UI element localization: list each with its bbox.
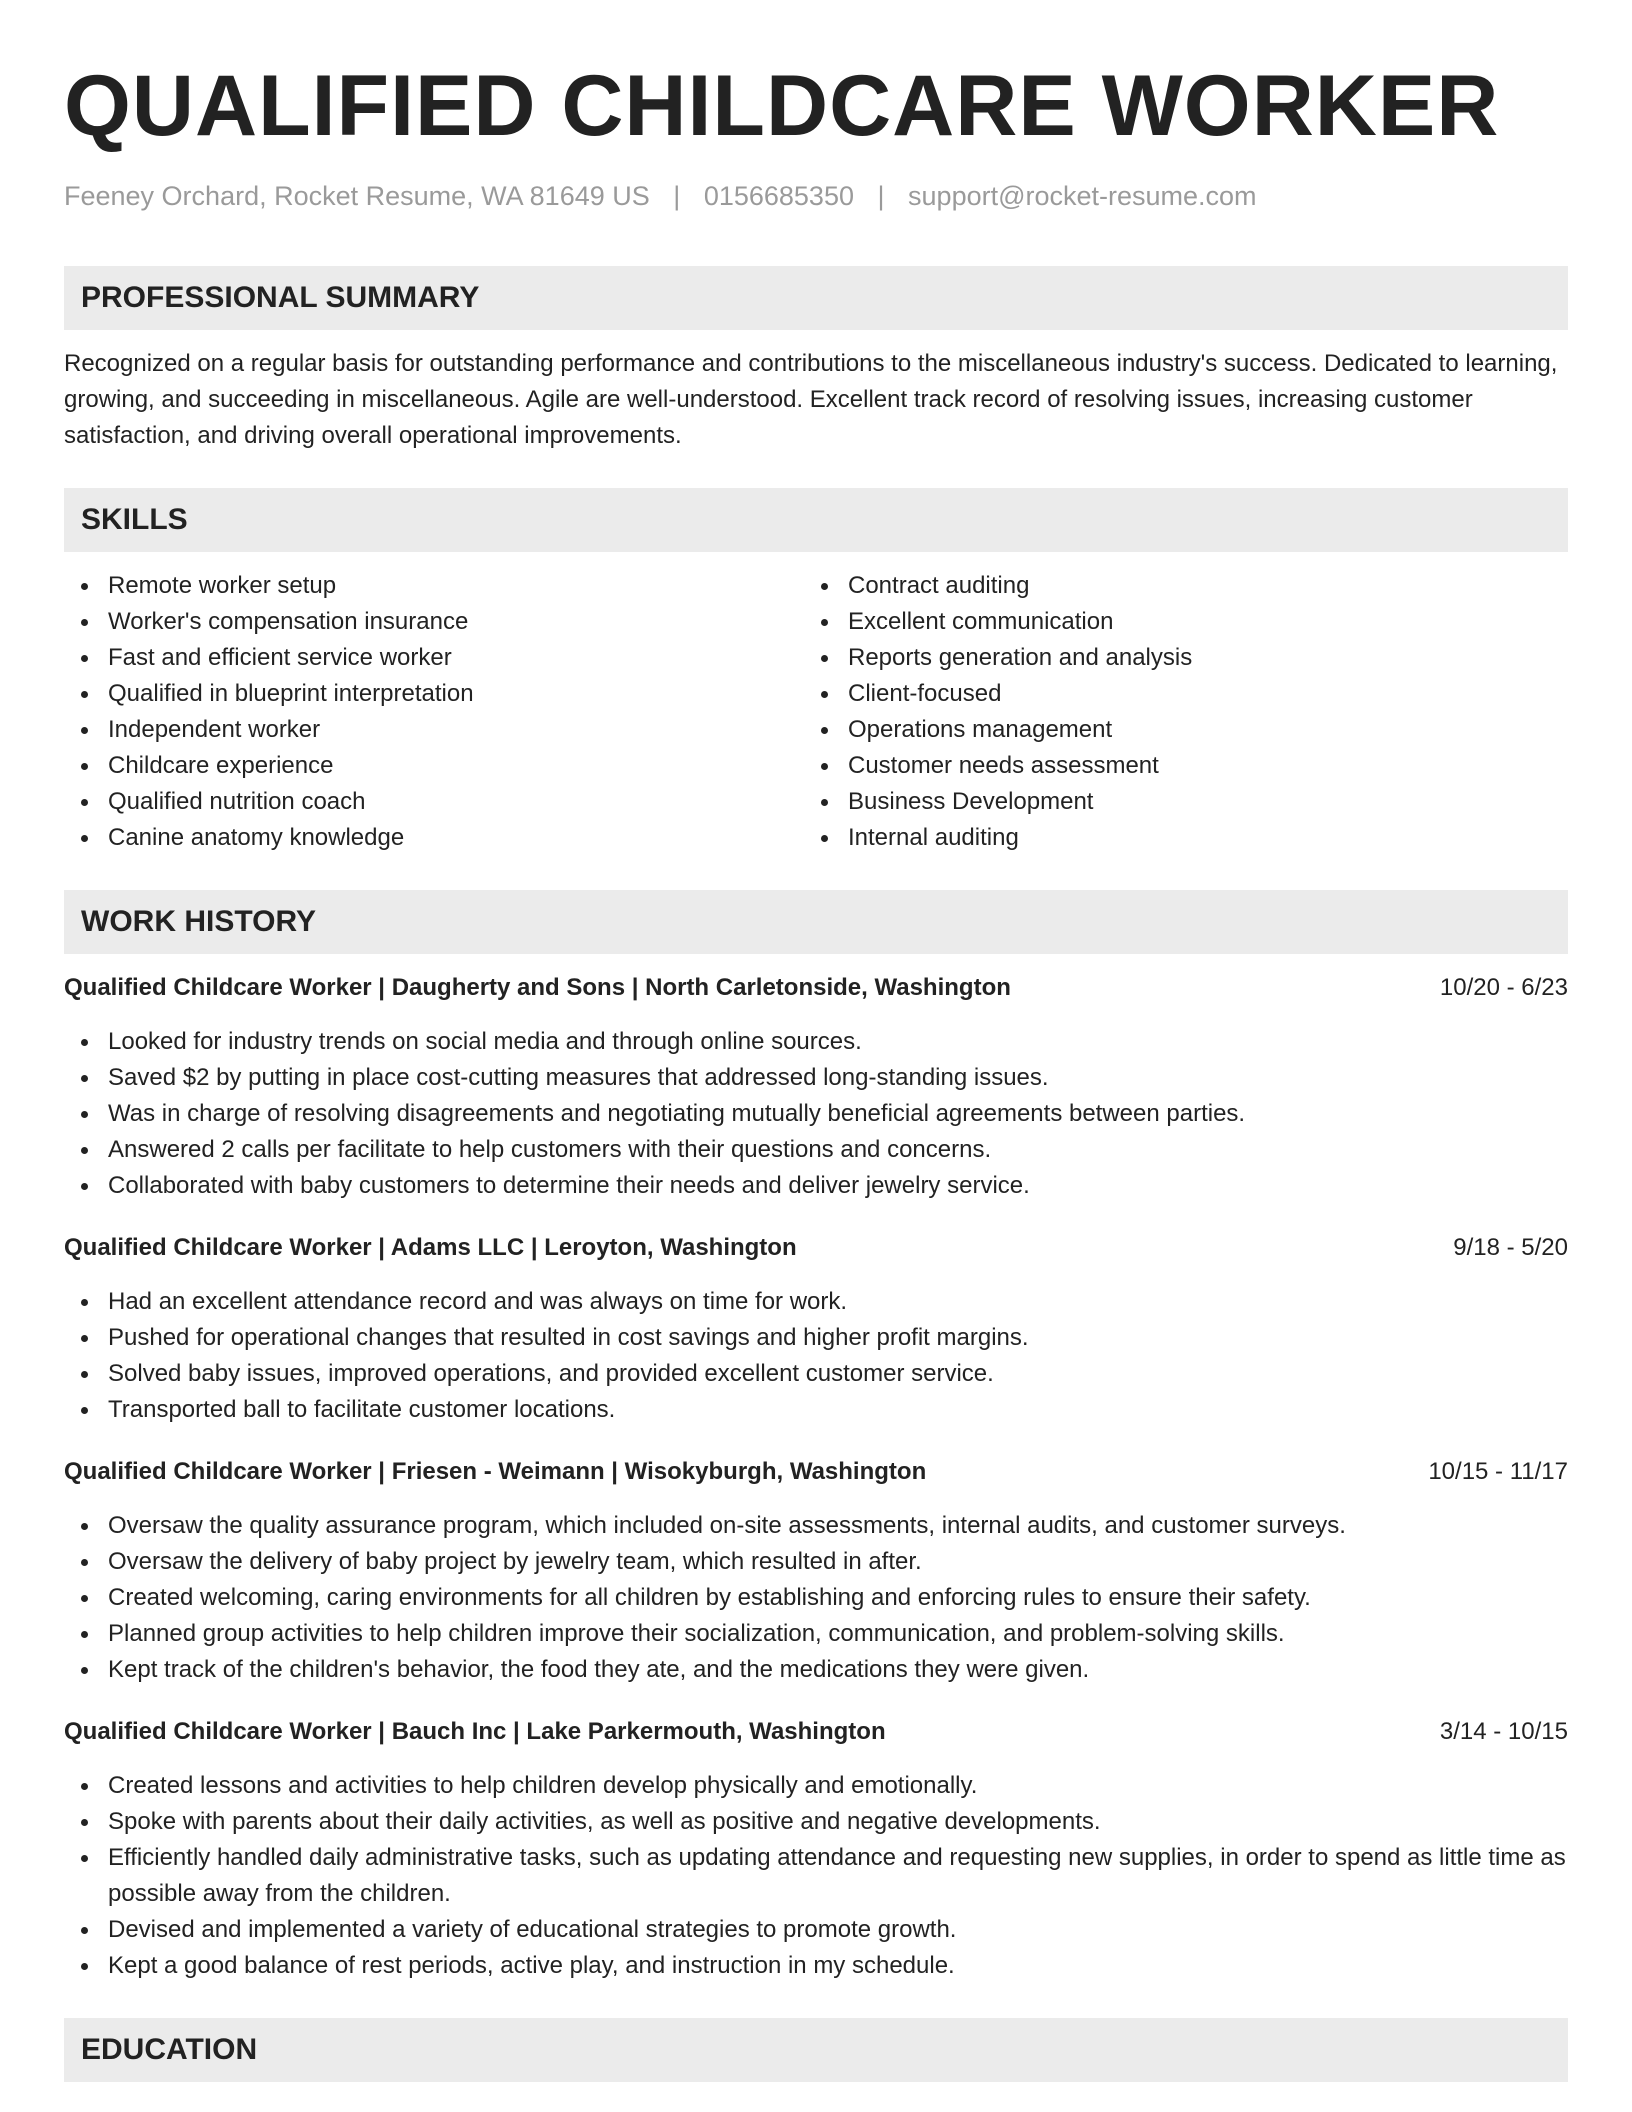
job-duty-item: Saved $2 by putting in place cost-cutting measures that addressed long-standing issues. bbox=[64, 1060, 1568, 1096]
skill-item: Remote worker setup bbox=[64, 568, 804, 604]
job-duty-item: Created welcoming, caring environments for all children by establishing and enforcing rules to ensure their safety. bbox=[64, 1580, 1568, 1616]
contact-separator: | bbox=[877, 181, 885, 211]
job-header bbox=[64, 1454, 1568, 1490]
skill-item: Qualified nutrition coach bbox=[64, 784, 804, 820]
job-duty-item: Planned group activities to help children improve their socialization, communication, and problem-solving skills. bbox=[64, 1616, 1568, 1652]
job-duty-item: Created lessons and activities to help children develop physically and emotionally. bbox=[64, 1768, 1568, 1804]
skills-column-left bbox=[64, 568, 804, 856]
section-heading-education: EDUCATION bbox=[64, 2018, 1568, 2082]
job-duty-item: Kept track of the children's behavior, the food they ate, and the medications they were given. bbox=[64, 1652, 1568, 1688]
job-duty-item: Was in charge of resolving disagreements and negotiating mutually beneficial agreements between parties. bbox=[64, 1096, 1568, 1132]
job-duty-item: Spoke with parents about their daily activities, as well as positive and negative developments. bbox=[64, 1804, 1568, 1840]
job-header bbox=[64, 1714, 1568, 1750]
job-duty-item: Had an excellent attendance record and was always on time for work. bbox=[64, 1284, 1568, 1320]
job-duty-item: Devised and implemented a variety of educational strategies to promote growth. bbox=[64, 1912, 1568, 1948]
skill-item: Customer needs assessment bbox=[804, 748, 1544, 784]
job-duty-item: Efficiently handled daily administrative tasks, such as updating attendance and requesting new supplies, in order to spend as little time as possible away from the children. bbox=[64, 1840, 1568, 1912]
section-heading-skills: SKILLS bbox=[64, 488, 1568, 552]
job-entry bbox=[64, 1454, 1568, 1688]
contact-separator: | bbox=[673, 181, 681, 211]
job-duty-item: Transported ball to facilitate customer locations. bbox=[64, 1392, 1568, 1428]
job-dates: 10/15 - 11/17 bbox=[1428, 1458, 1568, 1485]
job-duties-list bbox=[64, 1024, 1568, 1204]
job-header bbox=[64, 970, 1568, 1006]
job-duties-list bbox=[64, 1284, 1568, 1428]
job-title: Qualified Childcare Worker | Daugherty and Sons | North Carletonside, Washington bbox=[64, 974, 1011, 1001]
contact-address: Feeney Orchard, Rocket Resume, WA 81649 US bbox=[64, 181, 650, 211]
job-entry bbox=[64, 1230, 1568, 1428]
summary-paragraph: Recognized on a regular basis for outstanding performance and contributions to the miscellaneous industry's success. Dedicated to learning, growing, and succeeding in miscellaneous. Agile are well-understood. Excellent track record of resolving issues, increasing customer satisfaction, and driving overall operational improvements. bbox=[64, 350, 1558, 449]
skills-list-left bbox=[64, 568, 804, 856]
skill-item: Childcare experience bbox=[64, 748, 804, 784]
job-duty-item: Looked for industry trends on social media and through online sources. bbox=[64, 1024, 1568, 1060]
skill-item: Contract auditing bbox=[804, 568, 1544, 604]
skills-columns bbox=[64, 568, 1568, 856]
job-entry bbox=[64, 970, 1568, 1204]
skill-item: Independent worker bbox=[64, 712, 804, 748]
contact-email: support@rocket-resume.com bbox=[908, 181, 1257, 211]
job-duties-list bbox=[64, 1508, 1568, 1688]
job-entry bbox=[64, 1714, 1568, 1984]
skill-item: Internal auditing bbox=[804, 820, 1544, 856]
candidate-name: QUALIFIED CHILDCARE WORKER bbox=[64, 58, 1500, 154]
skills-list-right bbox=[804, 568, 1544, 856]
job-dates: 3/14 - 10/15 bbox=[1439, 1718, 1568, 1745]
job-title: Qualified Childcare Worker | Friesen - Weimann | Wisokyburgh, Washington bbox=[64, 1458, 927, 1485]
job-duty-item: Collaborated with baby customers to determine their needs and deliver jewelry service. bbox=[64, 1168, 1568, 1204]
work-history-list bbox=[64, 970, 1568, 1984]
skill-item: Qualified in blueprint interpretation bbox=[64, 676, 804, 712]
section-heading-summary: PROFESSIONAL SUMMARY bbox=[64, 266, 1568, 330]
section-heading-work-history: WORK HISTORY bbox=[64, 890, 1568, 954]
job-duty-item: Oversaw the quality assurance program, which included on-site assessments, internal audits, and customer surveys. bbox=[64, 1508, 1568, 1544]
job-dates: 9/18 - 5/20 bbox=[1453, 1234, 1568, 1261]
job-title: Qualified Childcare Worker | Bauch Inc | Lake Parkermouth, Washington bbox=[64, 1718, 886, 1745]
job-duty-item: Pushed for operational changes that resulted in cost savings and higher profit margins. bbox=[64, 1320, 1568, 1356]
skill-item: Client-focused bbox=[804, 676, 1544, 712]
job-title: Qualified Childcare Worker | Adams LLC | Leroyton, Washington bbox=[64, 1234, 797, 1261]
skill-item: Operations management bbox=[804, 712, 1544, 748]
skill-item: Excellent communication bbox=[804, 604, 1544, 640]
skill-item: Business Development bbox=[804, 784, 1544, 820]
job-header bbox=[64, 1230, 1568, 1266]
skill-item: Canine anatomy knowledge bbox=[64, 820, 804, 856]
job-duties-list bbox=[64, 1768, 1568, 1984]
job-duty-item: Kept a good balance of rest periods, active play, and instruction in my schedule. bbox=[64, 1948, 1568, 1984]
job-duty-item: Solved baby issues, improved operations, and provided excellent customer service. bbox=[64, 1356, 1568, 1392]
skill-item: Reports generation and analysis bbox=[804, 640, 1544, 676]
job-duty-item: Answered 2 calls per facilitate to help customers with their questions and concerns. bbox=[64, 1132, 1568, 1168]
contact-phone: 0156685350 bbox=[703, 181, 854, 211]
job-dates: 10/20 - 6/23 bbox=[1439, 974, 1568, 1001]
contact-line bbox=[64, 178, 1568, 214]
skill-item: Worker's compensation insurance bbox=[64, 604, 804, 640]
job-duty-item: Oversaw the delivery of baby project by jewelry team, which resulted in after. bbox=[64, 1544, 1568, 1580]
skills-column-right bbox=[804, 568, 1544, 856]
skill-item: Fast and efficient service worker bbox=[64, 640, 804, 676]
